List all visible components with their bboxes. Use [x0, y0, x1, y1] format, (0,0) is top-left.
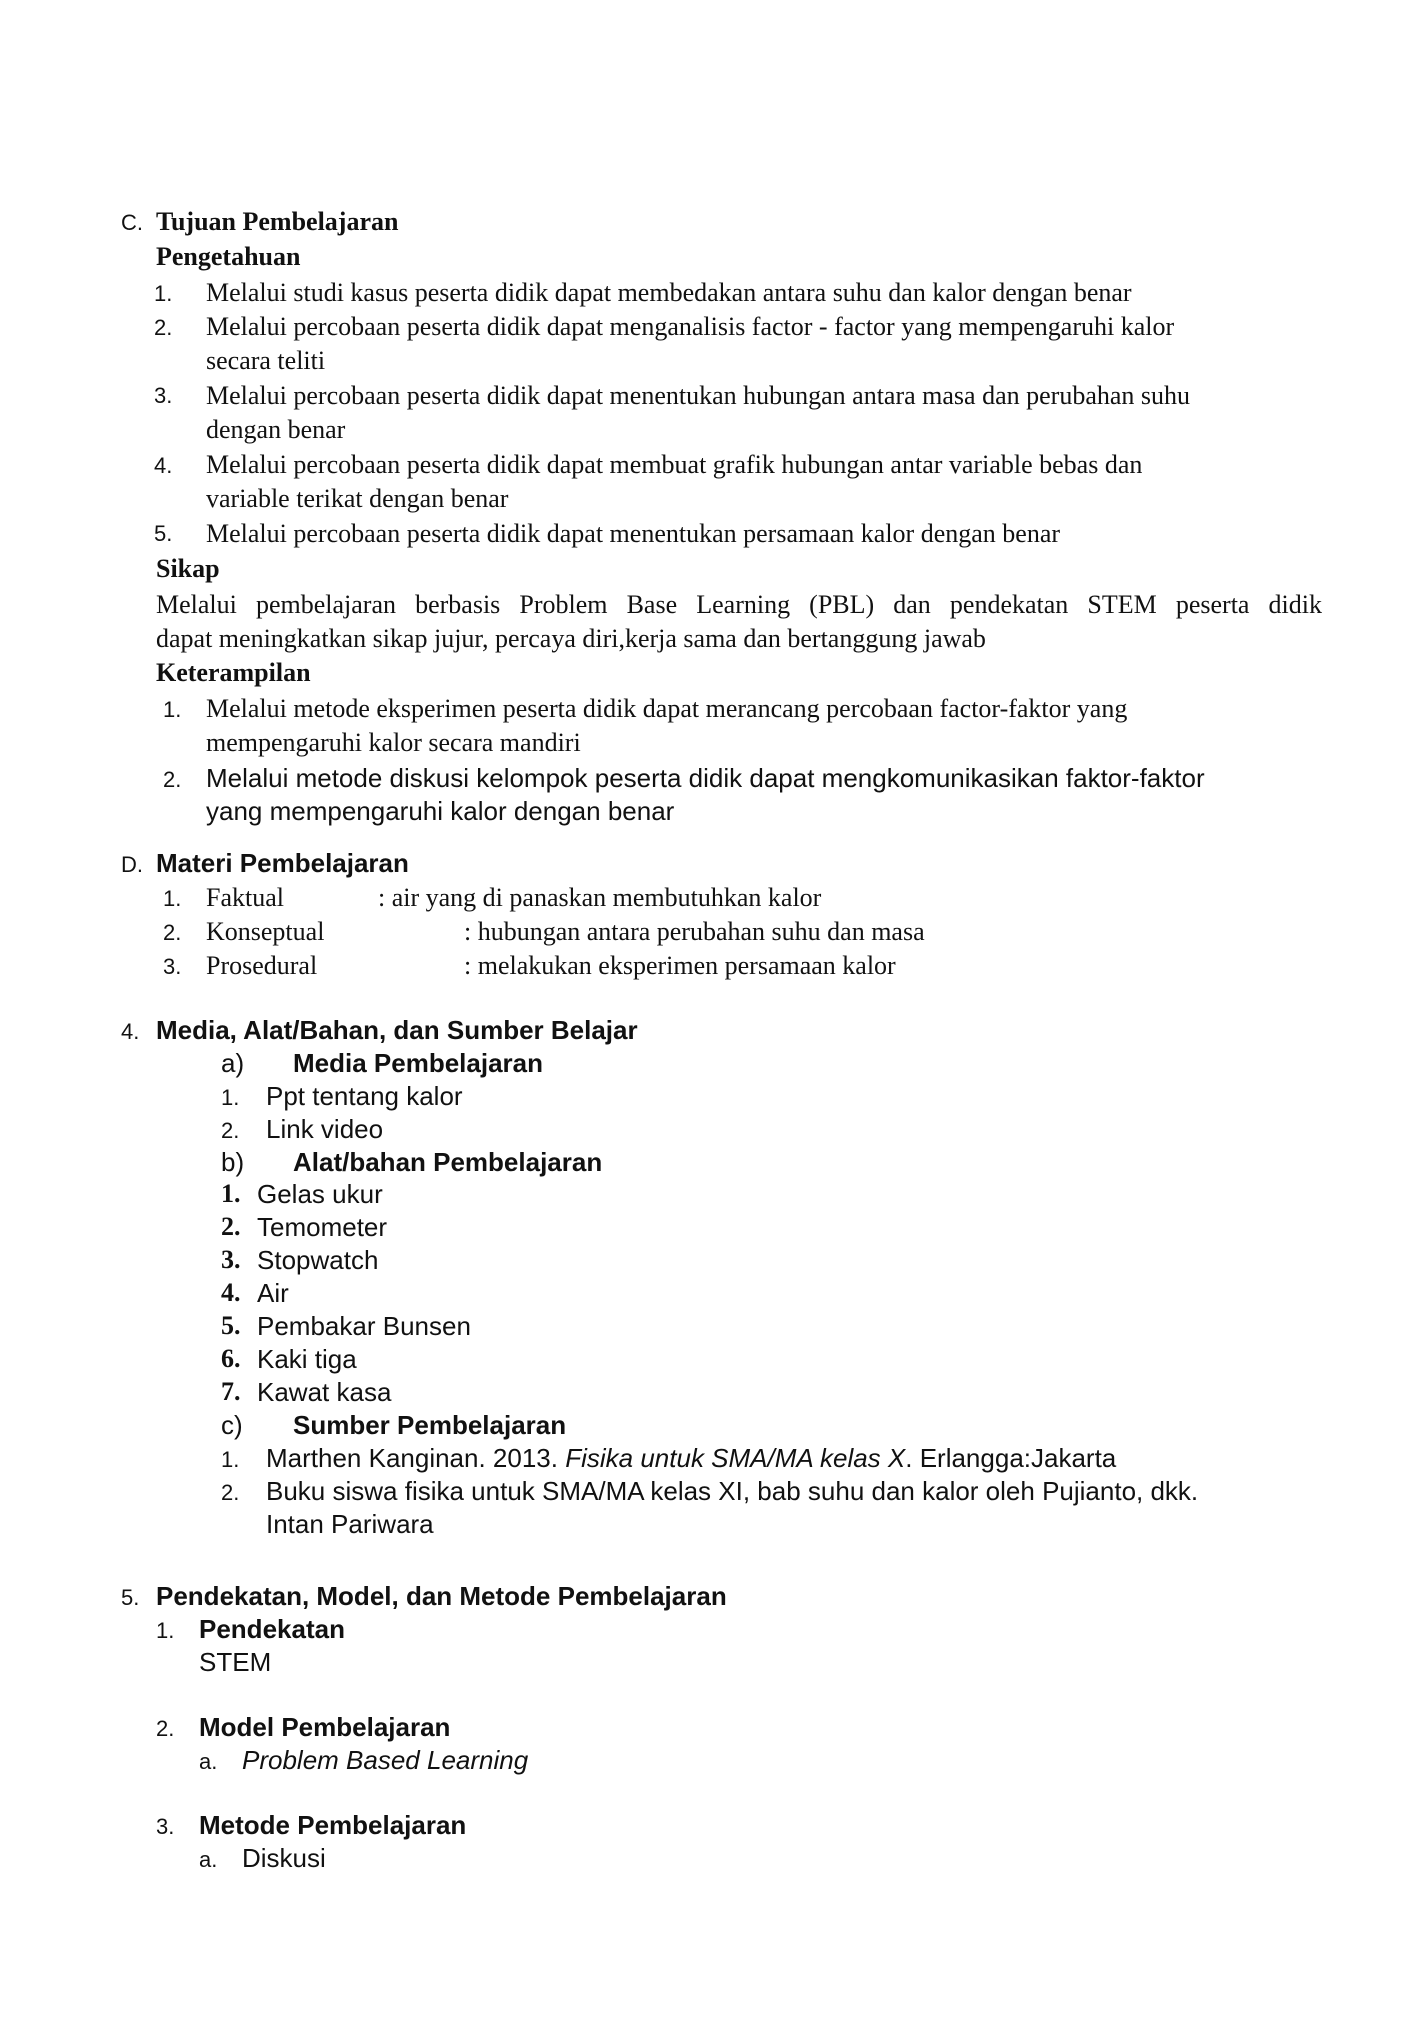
pengetahuan-item-2-line-1: Melalui percobaan peserta didik dapat menganalisis factor - factor yang mempengaruhi kalor — [206, 312, 1175, 341]
alat-item-1-num: 1. — [221, 1179, 241, 1208]
pengetahuan-item-5-line-1: Melalui percobaan peserta didik dapat menentukan persamaan kalor dengan benar — [206, 519, 1061, 548]
sumber-item-1-pre: Marthen Kanginan. 2013. — [266, 1443, 566, 1473]
section-4-num: 4. — [121, 1019, 140, 1044]
media-heading: Media Pembelajaran — [293, 1048, 543, 1078]
metode-item-letter: a. — [199, 1847, 218, 1872]
media-letter: a) — [221, 1048, 245, 1078]
alat-heading: Alat/bahan Pembelajaran — [293, 1147, 603, 1177]
section-d-title: Materi Pembelajaran — [156, 848, 409, 878]
alat-item-4-num: 4. — [221, 1278, 241, 1307]
sumber-item-1-num: 1. — [221, 1447, 240, 1472]
keterampilan-item-2-line-1: Melalui metode diskusi kelompok peserta didik dapat mengkomunikasikan faktor-faktor — [206, 763, 1205, 793]
alat-item-4-text: Air — [257, 1278, 289, 1308]
keterampilan-item-1-line-1: Melalui metode eksperimen peserta didik dapat merancang percobaan factor-faktor yang — [206, 694, 1128, 723]
materi-item-1-label: Faktual — [206, 883, 284, 912]
alat-item-3-text: Stopwatch — [257, 1245, 379, 1275]
sumber-item-2-num: 2. — [221, 1480, 240, 1505]
pendekatan-num: 1. — [156, 1618, 175, 1643]
sumber-item-2-line-2: Intan Pariwara — [266, 1509, 434, 1539]
pengetahuan-item-1-num: 1. — [154, 281, 173, 306]
keterampilan-heading: Keterampilan — [156, 658, 311, 687]
materi-item-2-value: : hubungan antara perubahan suhu dan masa — [464, 917, 925, 946]
section-c-letter: C. — [121, 210, 143, 235]
alat-item-6-num: 6. — [221, 1344, 241, 1373]
materi-item-1-value: : air yang di panaskan membutuhkan kalor — [378, 883, 822, 912]
keterampilan-item-2-num: 2. — [163, 767, 182, 792]
alat-item-2-num: 2. — [221, 1212, 241, 1241]
section-c-title: Tujuan Pembelajaran — [156, 207, 399, 236]
pengetahuan-item-3-num: 3. — [154, 383, 173, 408]
metode-item-text: Diskusi — [242, 1843, 326, 1873]
pendekatan-value: STEM — [199, 1647, 272, 1677]
pengetahuan-item-2-line-2: secara teliti — [206, 346, 326, 375]
section-4-title: Media, Alat/Bahan, dan Sumber Belajar — [156, 1015, 638, 1045]
metode-heading: Metode Pembelajaran — [199, 1810, 467, 1840]
media-item-1-text: Ppt tentang kalor — [266, 1081, 463, 1111]
alat-item-7-text: Kawat kasa — [257, 1377, 392, 1407]
keterampilan-item-1-num: 1. — [163, 697, 182, 722]
sikap-line-1: Melalui pembelajaran berbasis Problem Base Learning (PBL) dan pendekatan STEM peserta didik — [156, 590, 1322, 619]
section-5-num: 5. — [121, 1585, 140, 1610]
alat-item-6-text: Kaki tiga — [257, 1344, 357, 1374]
section-5-title: Pendekatan, Model, dan Metode Pembelajaran — [156, 1581, 727, 1611]
section-d-letter: D. — [121, 852, 143, 877]
media-item-2-text: Link video — [266, 1114, 384, 1144]
alat-item-7-num: 7. — [221, 1377, 241, 1406]
pengetahuan-item-3-line-1: Melalui percobaan peserta didik dapat menentukan hubungan antara masa dan perubahan suhu — [206, 381, 1191, 410]
pengetahuan-item-2-num: 2. — [154, 315, 173, 340]
metode-num: 3. — [156, 1814, 175, 1839]
model-item-letter: a. — [199, 1749, 218, 1774]
materi-item-2-label: Konseptual — [206, 917, 325, 946]
sumber-item-2-line-1: Buku siswa fisika untuk SMA/MA kelas XI, bab suhu dan kalor oleh Pujianto, dkk. — [266, 1476, 1199, 1506]
materi-item-1-num: 1. — [163, 886, 182, 911]
alat-item-5-text: Pembakar Bunsen — [257, 1311, 471, 1341]
sumber-letter: c) — [221, 1410, 243, 1440]
media-item-1-num: 1. — [221, 1085, 240, 1110]
alat-item-5-num: 5. — [221, 1311, 241, 1340]
alat-letter: b) — [221, 1147, 245, 1177]
model-item-text: Problem Based Learning — [242, 1745, 529, 1775]
pengetahuan-item-1-line-1: Melalui studi kasus peserta didik dapat membedakan antara suhu dan kalor dengan benar — [206, 278, 1132, 307]
pengetahuan-item-4-num: 4. — [154, 453, 173, 478]
pengetahuan-item-4-line-2: variable terikat dengan benar — [206, 484, 509, 513]
sumber-item-1-text — [266, 1445, 1116, 1471]
materi-item-3-num: 3. — [163, 954, 182, 979]
media-item-2-num: 2. — [221, 1118, 240, 1143]
model-heading: Model Pembelajaran — [199, 1712, 451, 1742]
pengetahuan-heading: Pengetahuan — [156, 242, 301, 271]
sumber-item-1-post: . Erlangga:Jakarta — [905, 1443, 1117, 1473]
sumber-item-1-book-title: Fisika untuk SMA/MA kelas X — [565, 1443, 906, 1473]
alat-item-2-text: Temometer — [257, 1212, 388, 1242]
sikap-line-2: dapat meningkatkan sikap jujur, percaya diri,kerja sama dan bertanggung jawab — [156, 624, 986, 653]
materi-item-3-value: : melakukan eksperimen persamaan kalor — [464, 951, 896, 980]
pengetahuan-item-4-line-1: Melalui percobaan peserta didik dapat membuat grafik hubungan antar variable bebas dan — [206, 450, 1143, 479]
model-num: 2. — [156, 1716, 175, 1741]
sikap-heading: Sikap — [156, 554, 220, 583]
keterampilan-item-2-line-2: yang mempengaruhi kalor dengan benar — [206, 796, 675, 826]
sumber-heading: Sumber Pembelajaran — [293, 1410, 567, 1440]
pendekatan-heading: Pendekatan — [199, 1614, 345, 1644]
materi-item-3-label: Prosedural — [206, 951, 318, 980]
keterampilan-item-1-line-2: mempengaruhi kalor secara mandiri — [206, 728, 581, 757]
materi-item-2-num: 2. — [163, 920, 182, 945]
pengetahuan-item-3-line-2: dengan benar — [206, 415, 346, 444]
pengetahuan-item-5-num: 5. — [154, 521, 173, 546]
alat-item-3-num: 3. — [221, 1245, 241, 1274]
alat-item-1-text: Gelas ukur — [257, 1179, 383, 1209]
